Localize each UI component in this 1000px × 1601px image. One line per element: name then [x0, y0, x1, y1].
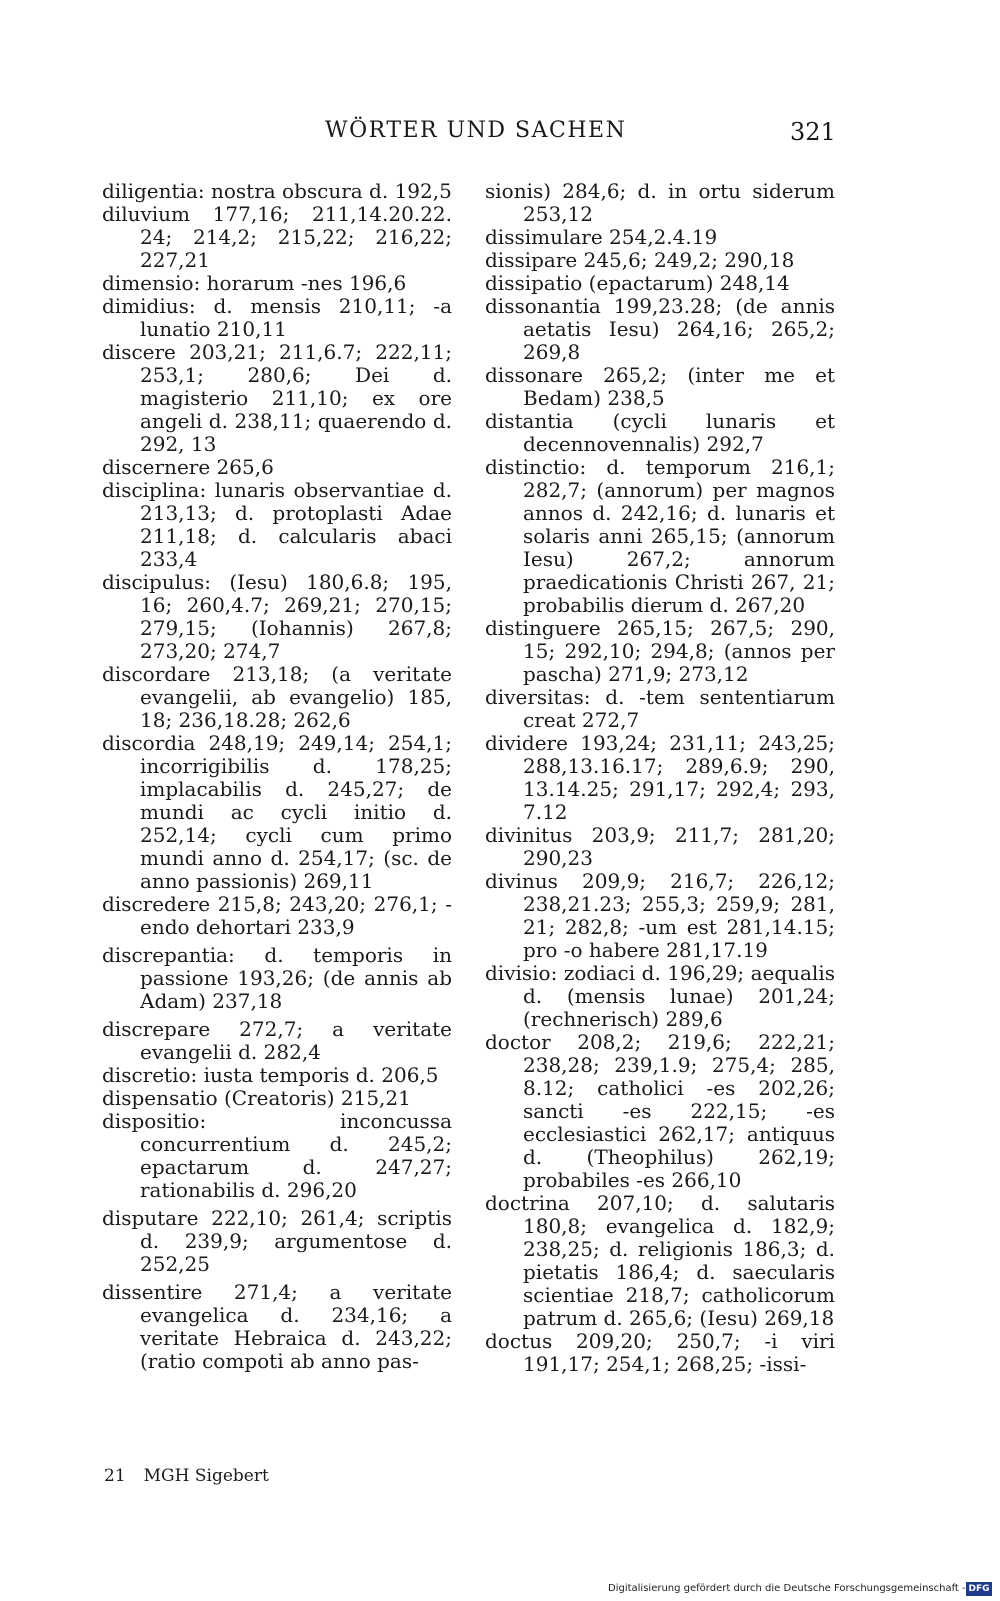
- index-entry: dissipare 245,6; 249,2; 290,18: [485, 248, 795, 272]
- index-column-left: [102, 180, 452, 1373]
- index-entry: diligentia: nostra obscura d. 192,5: [102, 179, 452, 203]
- index-entry: divisio: zodiaci d. 196,29; aequalis d. (mensis lunae) 201,24; (rechnerisch) 289,6: [485, 961, 835, 1031]
- index-entry: discordia 248,19; 249,14; 254,1; incorrigibilis d. 178,25; implacabilis d. 245,27; de mundi ac cycli initio d. 252,14; cycli cum primo mundi anno d. 254,17; (sc. de anno passionis) 269,11: [102, 731, 452, 893]
- index-entry: sionis) 284,6; d. in ortu siderum 253,12: [485, 179, 835, 226]
- index-entry: dissonantia 199,23.28; (de annis aetatis Iesu) 264,16; 265,2; 269,8: [485, 294, 835, 364]
- page-header-title: WÖRTER UND SACHEN: [325, 118, 627, 143]
- index-entry: distinctio: d. temporum 216,1; 282,7; (annorum) per magnos annos d. 242,16; d. lunaris et solaris anni 265,15; (annorum Iesu) 267,2; annorum praedicationis Christi 267, 21; probabilis dierum d. 267,20: [485, 455, 835, 617]
- index-entry: dimidius: d. mensis 210,11; -a lunatio 210,11: [102, 294, 452, 341]
- index-column-right: [485, 180, 835, 1376]
- index-entry: disputare 222,10; 261,4; scriptis d. 239,9; argumentose d. 252,25: [102, 1206, 452, 1276]
- index-entry: discordare 213,18; (a veritate evangelii, ab evangelio) 185, 18; 236,18.28; 262,6: [102, 662, 452, 732]
- signature-number: 21: [104, 1466, 126, 1486]
- index-entry: diversitas: d. -tem sententiarum creat 272,7: [485, 685, 835, 732]
- digitization-credit: Digitalisierung gefördert durch die Deutsche Forschungsgemeinschaft -: [608, 1583, 966, 1594]
- index-entry: dissentire 271,4; a veritate evangelica d. 234,16; a veritate Hebraica d. 243,22; (ratio compoti ab anno pas-: [102, 1280, 452, 1373]
- index-entry: discrepantia: d. temporis in passione 193,26; (de annis ab Adam) 237,18: [102, 943, 452, 1013]
- index-entry: doctrina 207,10; d. salutaris 180,8; evangelica d. 182,9; 238,25; d. religionis 186,3; d. pietatis 186,4; d. saecularis scientiae 218,7; catholicorum patrum d. 265,6; (Iesu) 269,18: [485, 1191, 835, 1330]
- index-entry: discredere 215,8; 243,20; 276,1; -endo dehortari 233,9: [102, 892, 452, 939]
- index-entry: disciplina: lunaris observantiae d. 213,13; d. protoplasti Adae 211,18; d. calcularis abaci 233,4: [102, 478, 452, 571]
- footer-signature: [104, 1466, 287, 1486]
- index-entry: diluvium 177,16; 211,14.20.22. 24; 214,2; 215,22; 216,22; 227,21: [102, 202, 452, 272]
- index-entry: doctus 209,20; 250,7; -i viri 191,17; 254,1; 268,25; -issi-: [485, 1329, 835, 1376]
- index-entry: distantia (cycli lunaris et decennovennalis) 292,7: [485, 409, 835, 456]
- index-entry: doctor 208,2; 219,6; 222,21; 238,28; 239,1.9; 275,4; 285, 8.12; catholici -es 202,26; sancti -es 222,15; -es ecclesiastici 262,17; antiquus d. (Theophilus) 262,19; probabiles -es 266,10: [485, 1030, 835, 1192]
- index-entry: discipulus: (Iesu) 180,6.8; 195, 16; 260,4.7; 269,21; 270,15; 279,15; (Iohannis) 267,8; 273,20; 274,7: [102, 570, 452, 663]
- index-entry: dissonare 265,2; (inter me et Bedam) 238,5: [485, 363, 835, 410]
- dfg-logo: DFG: [966, 1582, 992, 1596]
- index-entry: discretio: iusta temporis d. 206,5: [102, 1063, 439, 1087]
- signature-text: MGH Sigebert: [143, 1466, 269, 1486]
- index-entry: discere 203,21; 211,6.7; 222,11; 253,1; 280,6; Dei d. magisterio 211,10; ex ore angeli d. 238,11; quaerendo d. 292, 13: [102, 340, 452, 456]
- index-entry: distinguere 265,15; 267,5; 290, 15; 292,10; 294,8; (annos per pascha) 271,9; 273,12: [485, 616, 835, 686]
- index-entry: divinus 209,9; 216,7; 226,12; 238,21.23; 255,3; 259,9; 281, 21; 282,8; -um est 281,14.15; pro -o habere 281,17.19: [485, 869, 835, 962]
- index-entry: discernere 265,6: [102, 455, 274, 479]
- index-entry: dispensatio (Creatoris) 215,21: [102, 1086, 411, 1110]
- index-entry: discrepare 272,7; a veritate evangelii d. 282,4: [102, 1017, 452, 1064]
- index-entry: dissimulare 254,2.4.19: [485, 225, 718, 249]
- index-entry: divinitus 203,9; 211,7; 281,20; 290,23: [485, 823, 835, 870]
- index-entry: dimensio: horarum -nes 196,6: [102, 271, 407, 295]
- index-entry: dispositio: inconcussa concurrentium d. 245,2; epactarum d. 247,27; rationabilis d. 296,20: [102, 1109, 452, 1202]
- page-number: 321: [790, 118, 836, 146]
- index-entry: dissipatio (epactarum) 248,14: [485, 271, 790, 295]
- index-entry: dividere 193,24; 231,11; 243,25; 288,13.16.17; 289,6.9; 290, 13.14.25; 291,17; 292,4; 293, 7.12: [485, 731, 835, 824]
